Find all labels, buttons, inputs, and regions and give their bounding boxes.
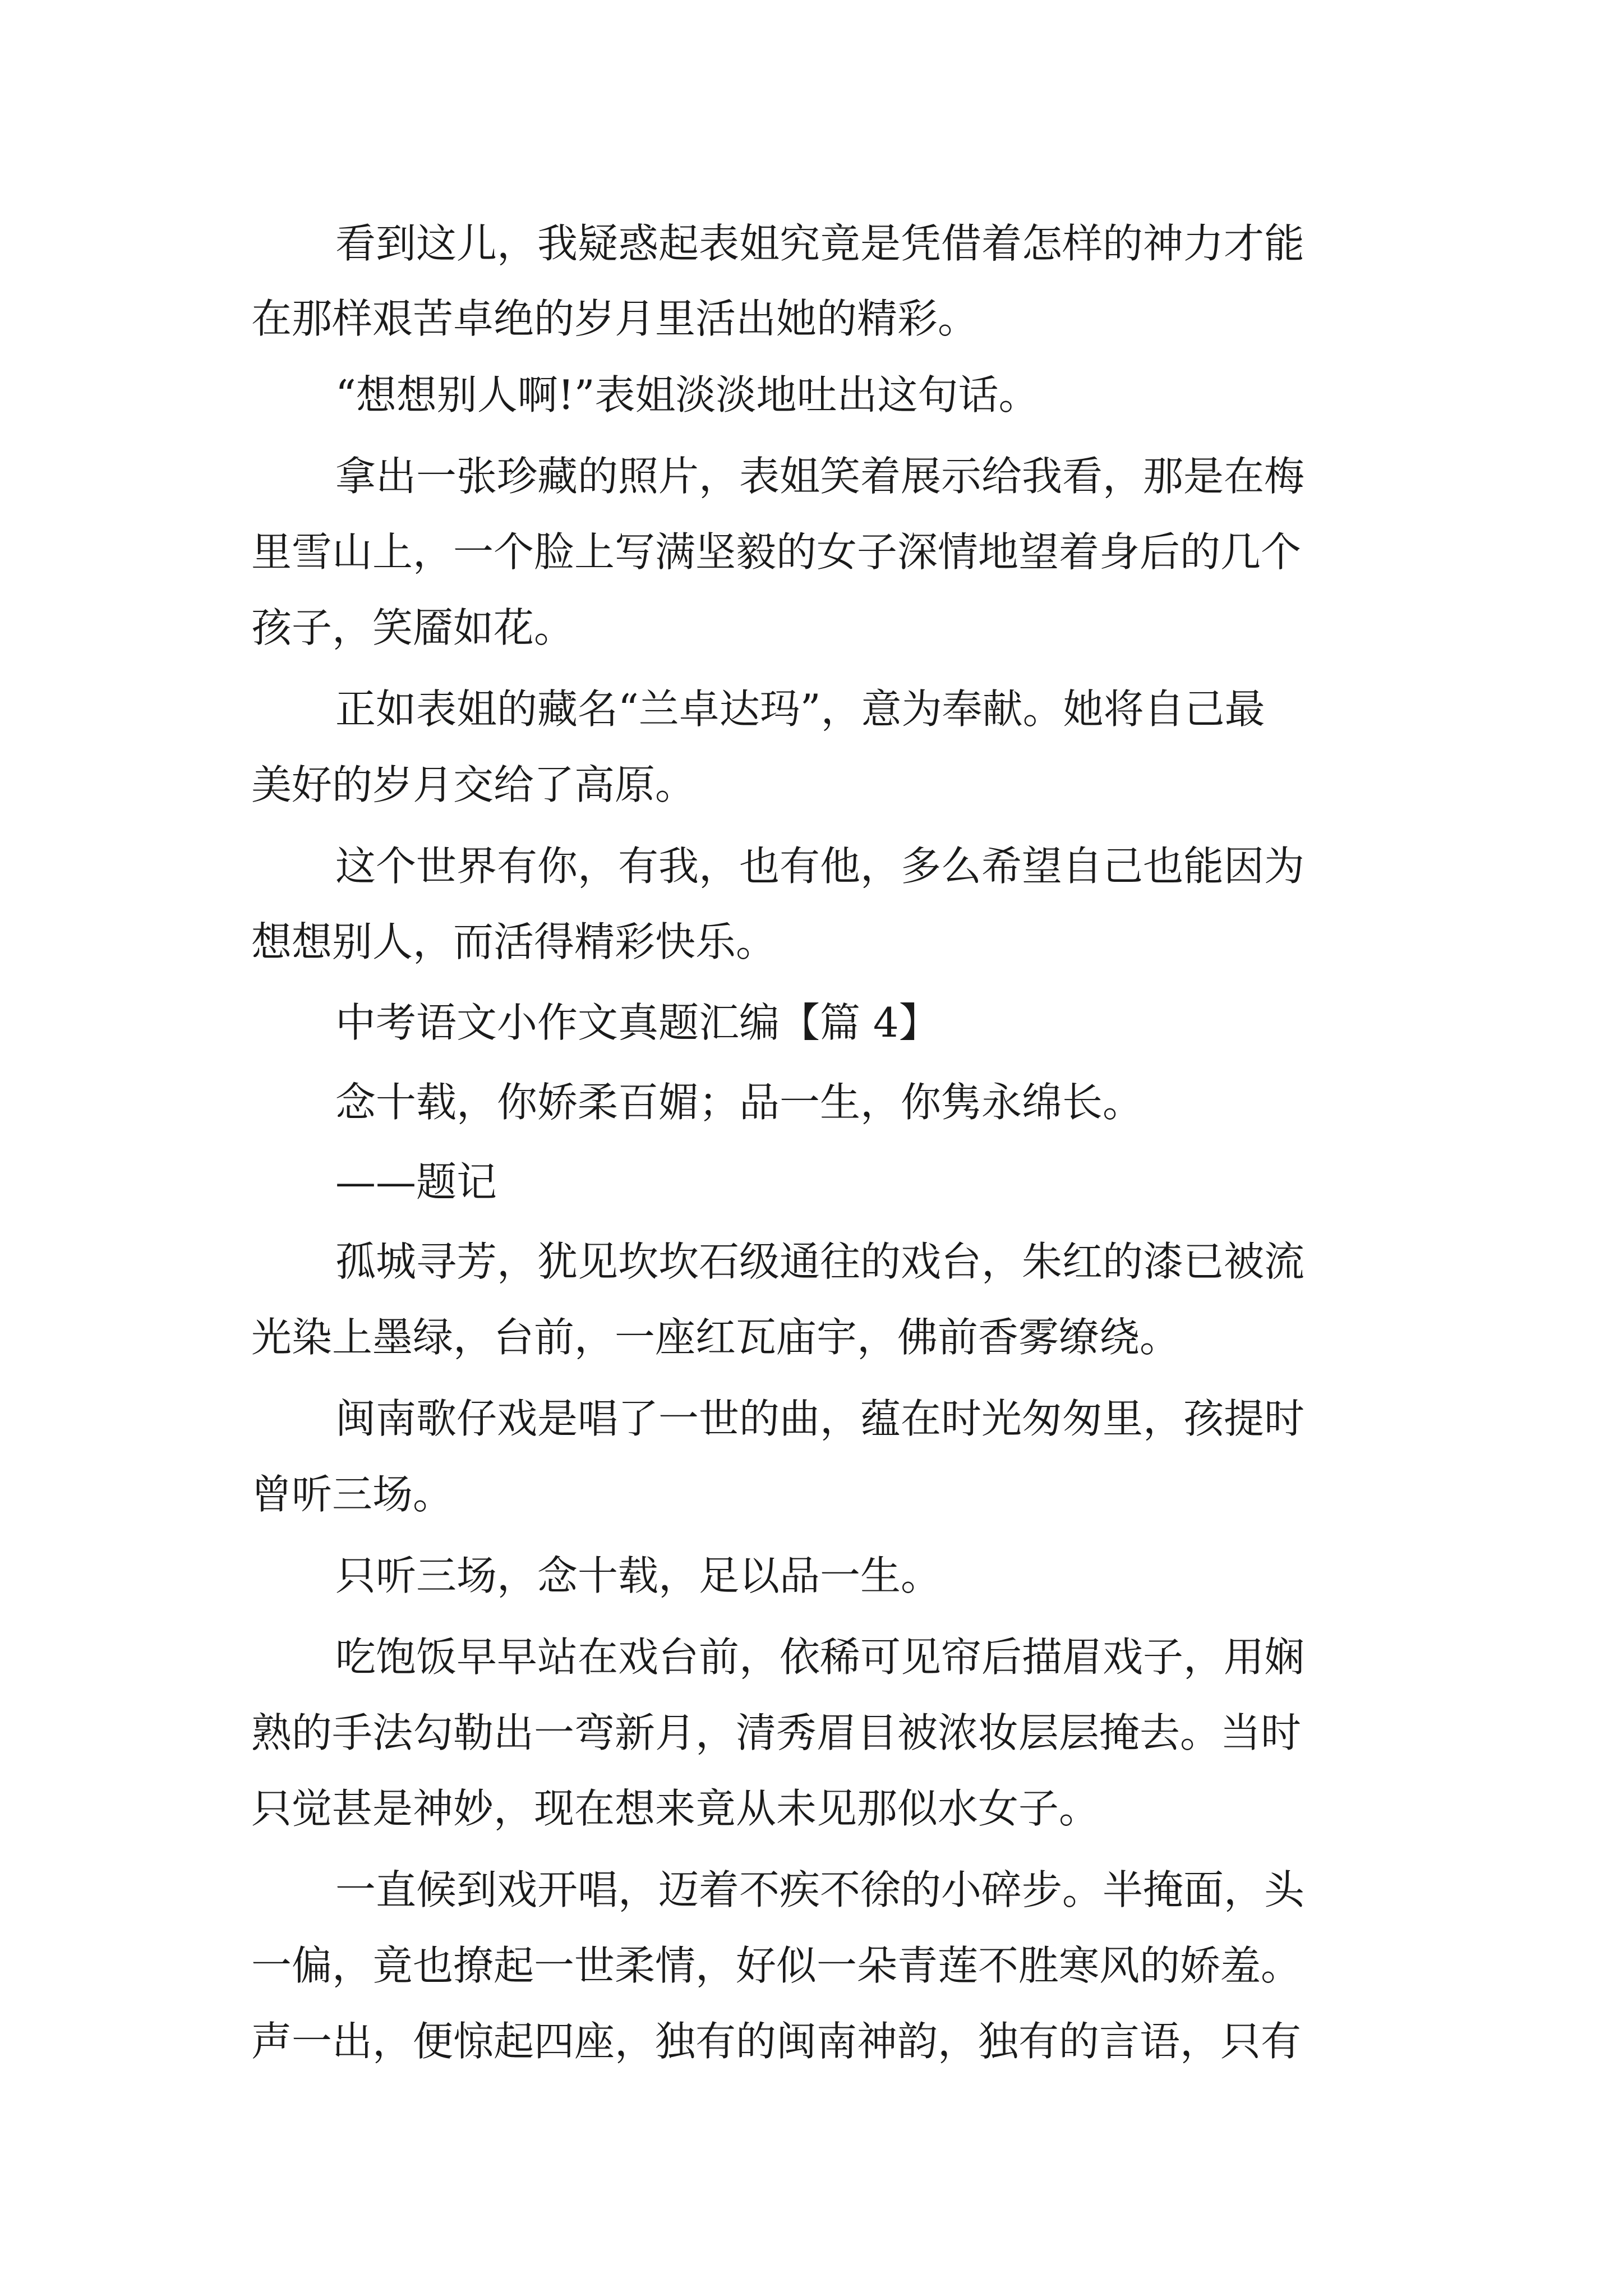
text-line: 里雪山上，一个脸上写满坚毅的女子深情地望着身后的几个 [251, 528, 1302, 576]
text-line: 念十载，你娇柔百媚；品一生，你隽永绵长。 [335, 1079, 1144, 1126]
text-line: 这个世界有你，有我，也有他，多么希望自己也能因为 [335, 843, 1305, 890]
text-line: 熟的手法勾勒出一弯新月，清秀眉目被浓妆层层掩去。当时 [251, 1709, 1302, 1756]
text-line: 吃饱饭早早站在戏台前，依稀可见帘后描眉戏子，用娴 [335, 1634, 1305, 1681]
text-line: 孤城寻芳，犹见坎坎石级通往的戏台，朱红的漆已被流 [335, 1238, 1305, 1285]
text-line: 声一出，便惊起四座，独有的闽南神韵，独有的言语，只有 [251, 2018, 1302, 2065]
section-heading: 中考语文小作文真题汇编【篇 4】 [335, 999, 939, 1046]
text-line: 正如表姐的藏名“兰卓达玛”，意为奉献。她将自己最 [335, 685, 1265, 733]
text-line: 光染上墨绿，台前，一座红瓦庙宇，佛前香雾缭绕。 [251, 1314, 1181, 1361]
text-line: 看到这儿，我疑惑起表姐究竟是凭借着怎样的神力才能 [335, 220, 1305, 267]
text-line: “想想别人啊!”表姐淡淡地吐出这句话。 [335, 371, 1039, 418]
text-line: 只听三场，念十载，足以品一生。 [335, 1552, 942, 1599]
text-line: 美好的岁月交给了高原。 [251, 761, 696, 808]
text-line: 想想别人，而活得精彩快乐。 [251, 918, 777, 965]
text-line: 拿出一张珍藏的照片，表姐笑着展示给我看，那是在梅 [335, 453, 1305, 500]
text-line: 一偏，竟也撩起一世柔情，好似一朵青莲不胜寒风的娇羞。 [251, 1942, 1302, 1989]
text-line: 在那样艰苦卓绝的岁月里活出她的精彩。 [251, 295, 979, 342]
text-line: 孩子，笑靥如花。 [251, 604, 575, 651]
text-line: 只觉甚是神妙，现在想来竟从未见那似水女子。 [251, 1785, 1100, 1832]
text-line: 闽南歌仔戏是唱了一世的曲，蕴在时光匆匆里，孩提时 [335, 1395, 1305, 1442]
text-line: 一直候到戏开唱，迈着不疾不徐的小碎步。半掩面，头 [335, 1866, 1305, 1913]
text-line: 曾听三场。 [251, 1471, 454, 1518]
epigraph-attribution: ——题记 [335, 1158, 497, 1205]
